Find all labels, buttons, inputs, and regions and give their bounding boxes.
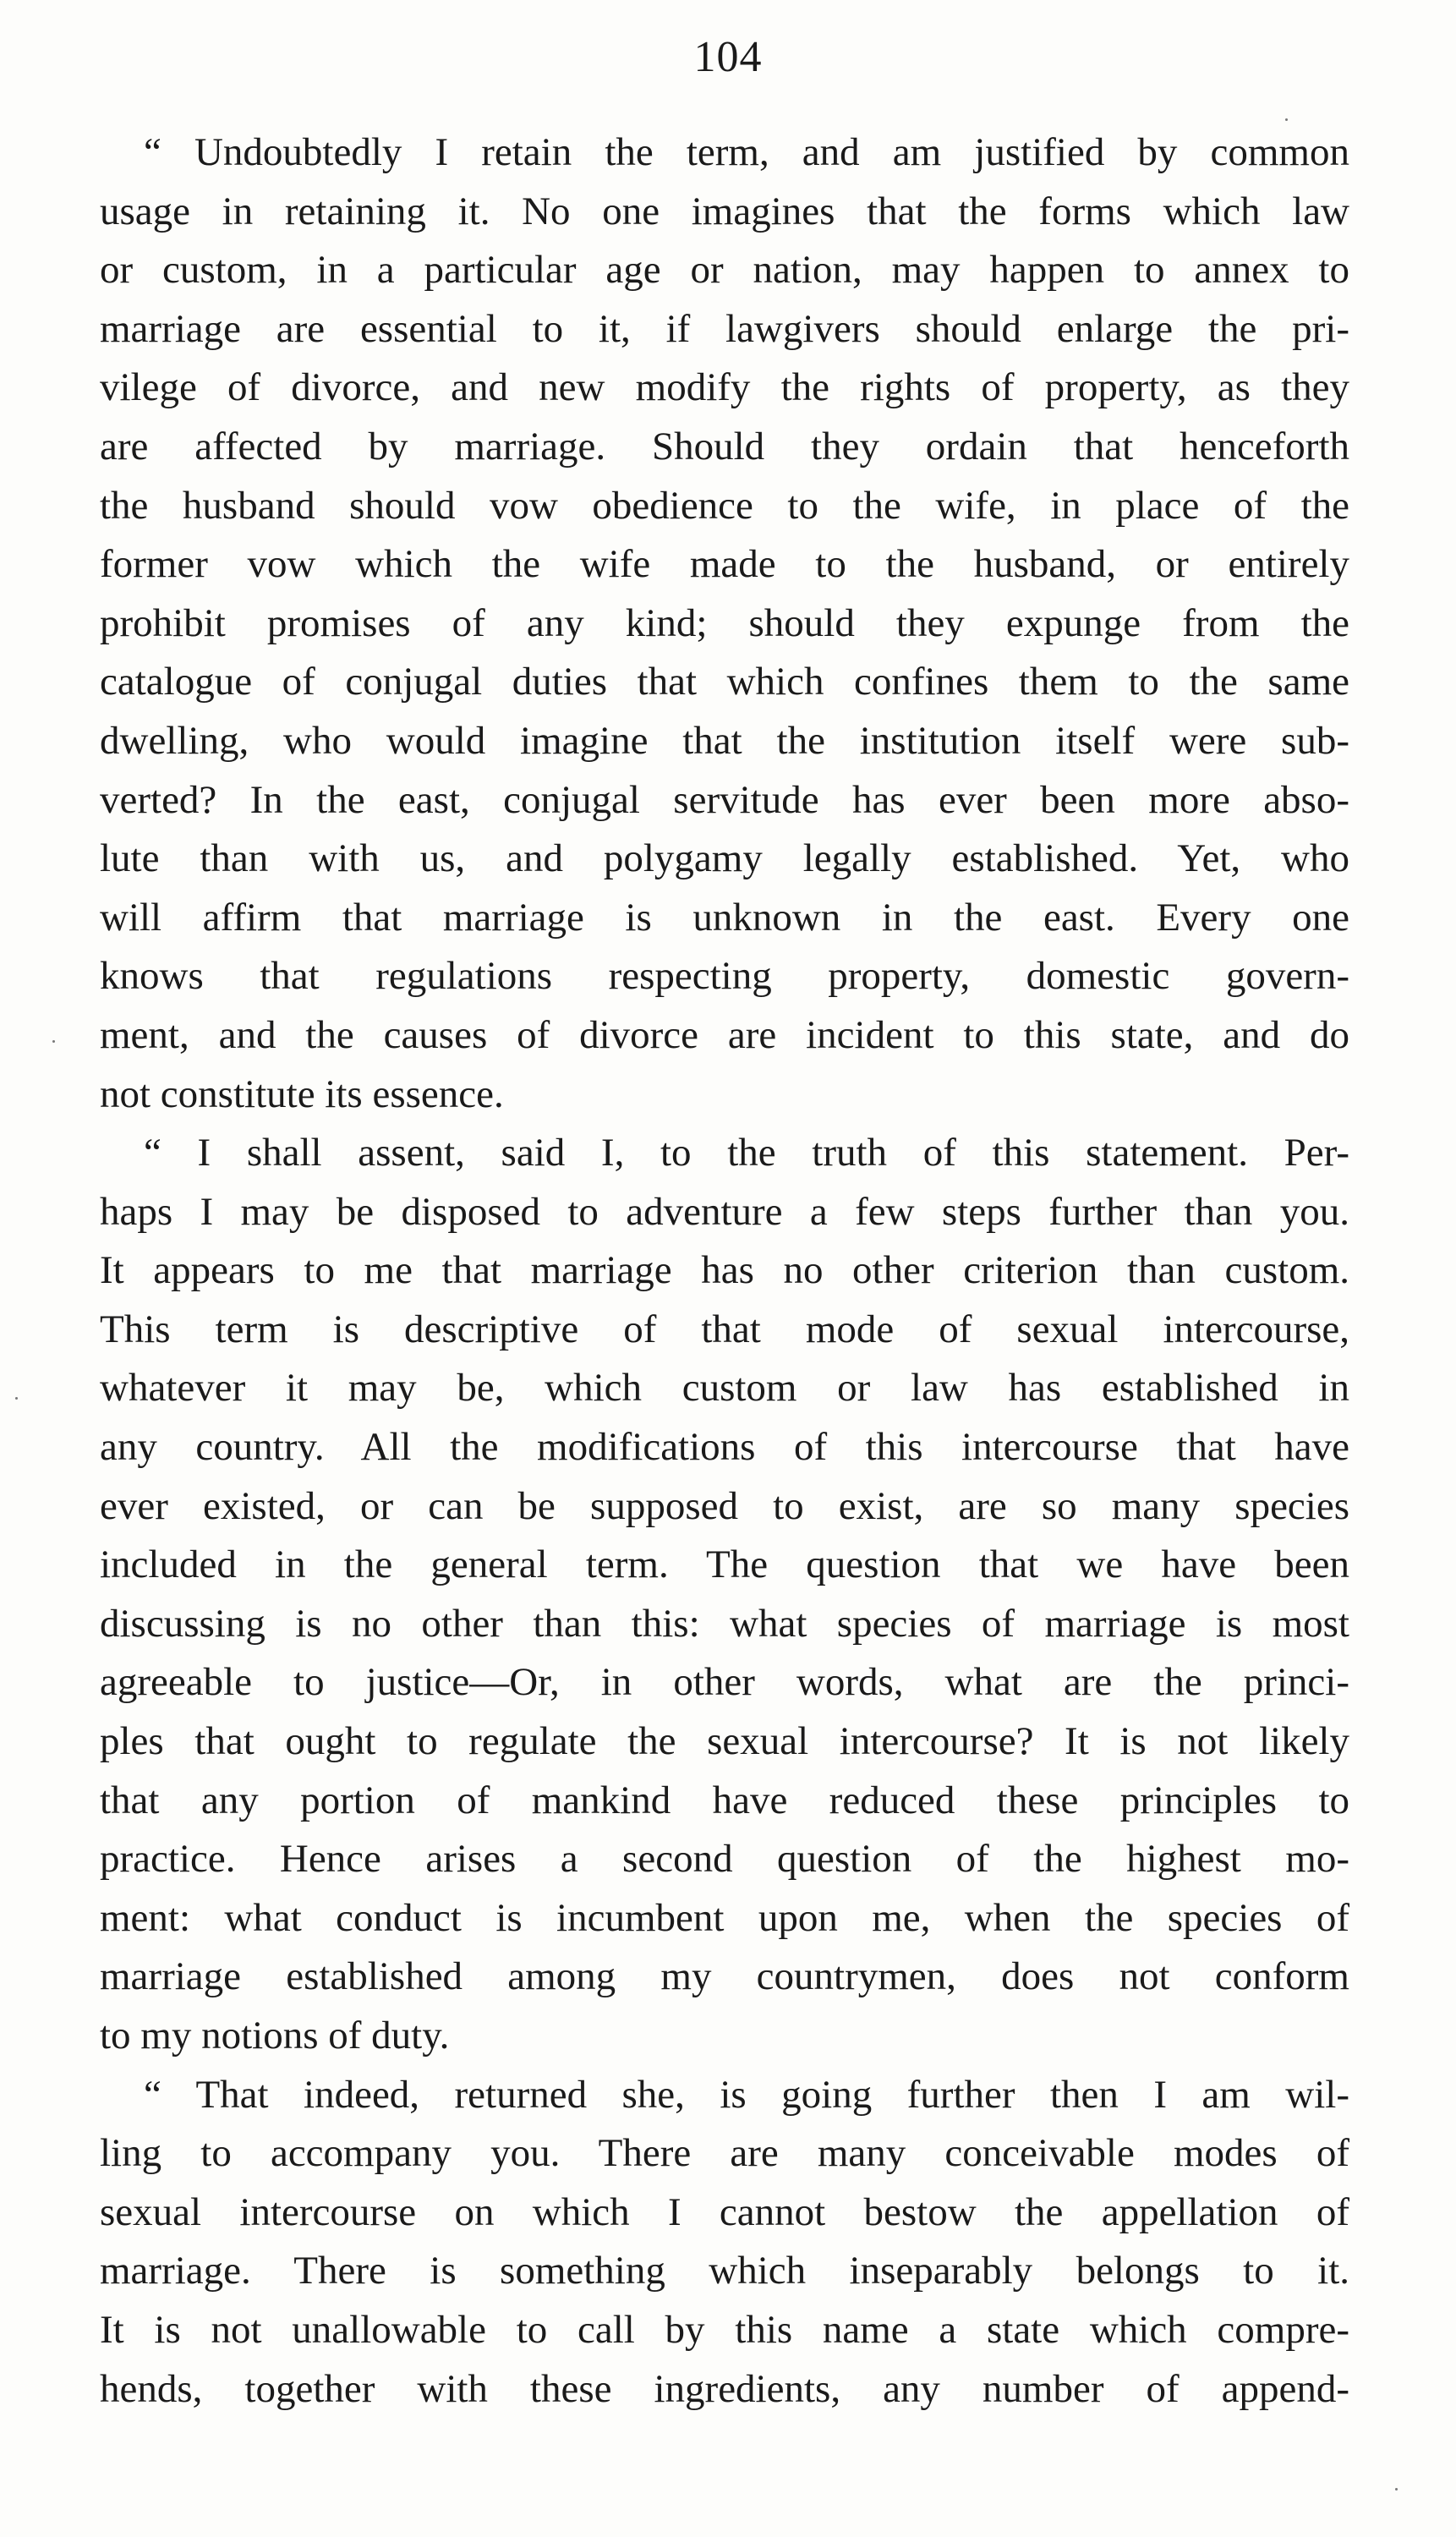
scan-speck	[1285, 118, 1288, 121]
text-line: sexual intercourse on which I cannot bestow the appellation of	[100, 2189, 1349, 2234]
text-line: ling to accompany you. There are many conceivable modes of	[100, 2131, 1349, 2176]
text-line: to my notions of duty.	[100, 2014, 450, 2058]
body-text	[100, 123, 1349, 2419]
text-line: ever existed, or can be supposed to exist, are so many species	[100, 1483, 1349, 1528]
text-line: knows that regulations respecting property, domestic govern-	[100, 954, 1349, 999]
text-line: any country. All the modifications of this intercourse that have	[100, 1425, 1349, 1470]
text-line: “ Undoubtedly I retain the term, and am justified by common	[144, 130, 1349, 174]
text-line: ment, and the causes of divorce are incident to this state, and do	[100, 1012, 1349, 1057]
text-line: dwelling, who would imagine that the institution itself were sub-	[100, 718, 1349, 763]
text-line: This term is descriptive of that mode of sexual intercourse,	[100, 1307, 1349, 1351]
text-line: discussing is no other than this: what species of marriage is most	[100, 1601, 1349, 1646]
text-line: ment: what conduct is incumbent upon me, when the species of	[100, 1895, 1349, 1940]
scan-speck	[15, 1397, 18, 1400]
text-line: not constitute its essence.	[100, 1071, 504, 1116]
paragraph-1	[100, 123, 1349, 1124]
text-line: former vow which the wife made to the husband, or entirely	[100, 542, 1349, 587]
text-line: marriage. There is something which inseparably belongs to it.	[100, 2249, 1349, 2293]
text-line: marriage established among my countrymen, does not conform	[100, 1954, 1349, 1999]
text-line: vilege of divorce, and new modify the rights of property, as they	[100, 365, 1349, 410]
text-line: catalogue of conjugal duties that which confines them to the same	[100, 660, 1349, 704]
text-line: “ That indeed, returned she, is going further then I am wil-	[144, 2072, 1349, 2117]
text-line: “ I shall assent, said I, to the truth of this statement. Per-	[144, 1131, 1349, 1175]
text-line: that any portion of mankind have reduced these principles to	[100, 1778, 1349, 1822]
text-line: lute than with us, and polygamy legally established. Yet, who	[100, 836, 1349, 881]
text-line: are affected by marriage. Should they ordain that henceforth	[100, 424, 1349, 468]
text-line: included in the general term. The question that we have been	[100, 1542, 1349, 1587]
text-line: whatever it may be, which custom or law has established in	[100, 1366, 1349, 1411]
text-line: It is not unallowable to call by this name a state which compre-	[100, 2307, 1349, 2352]
page-number: 104	[693, 33, 763, 81]
text-line: haps I may be disposed to adventure a few steps further than you.	[100, 1189, 1349, 1234]
text-line: hends, together with these ingredients, any number of append-	[100, 2366, 1349, 2411]
paragraph-3	[100, 2066, 1349, 2419]
text-line: verted? In the east, conjugal servitude has ever been more abso-	[100, 777, 1349, 822]
text-line: practice. Hence arises a second question of the highest mo-	[100, 1837, 1349, 1882]
scan-speck	[52, 1040, 55, 1043]
text-line: ples that ought to regulate the sexual intercourse? It is not likely	[100, 1719, 1349, 1764]
text-line: the husband should vow obedience to the wife, in place of the	[100, 483, 1349, 528]
paragraph-2	[100, 1124, 1349, 2066]
text-line: or custom, in a particular age or nation, may happen to annex to	[100, 248, 1349, 293]
text-line: agreeable to justice—Or, in other words, what are the princi-	[100, 1660, 1349, 1705]
text-line: marriage are essential to it, if lawgivers should enlarge the pri-	[100, 306, 1349, 351]
text-line: It appears to me that marriage has no other criterion than custom.	[100, 1248, 1349, 1293]
text-line: usage in retaining it. No one imagines that the forms which law	[100, 189, 1349, 233]
text-line: will affirm that marriage is unknown in the east. Every one	[100, 895, 1349, 940]
scan-speck	[1395, 2488, 1398, 2490]
text-line: prohibit promises of any kind; should they expunge from the	[100, 600, 1349, 645]
